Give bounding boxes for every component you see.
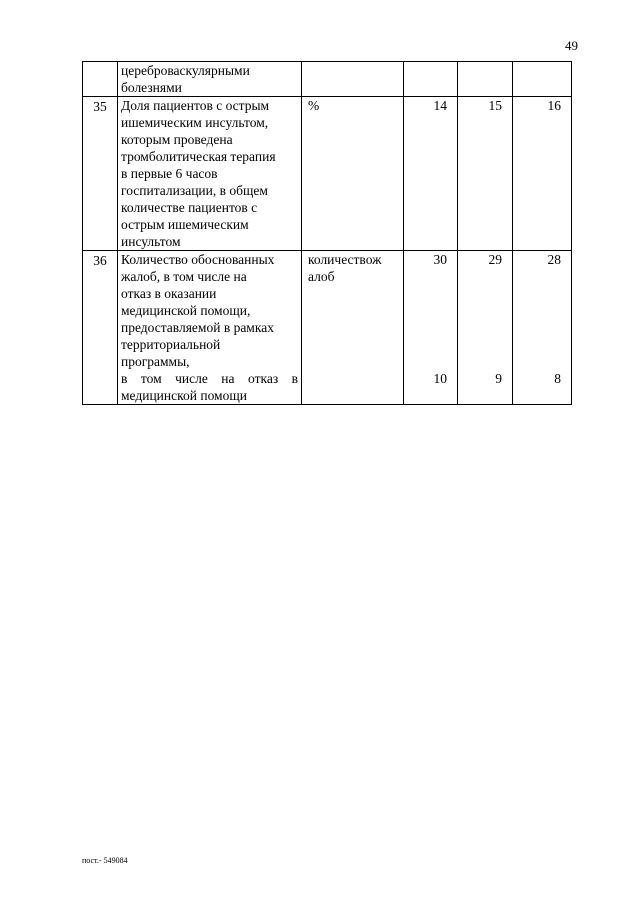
indicator-name-line: Доля пациентов с острым	[121, 98, 270, 113]
indicator-name	[118, 97, 302, 251]
indicator-name-line: жалоб, в том числе на	[121, 269, 247, 284]
indicator-name-line: территориальной	[121, 337, 221, 352]
indicator-name-line: количестве пациентов с	[121, 200, 258, 215]
unit-cell	[302, 62, 404, 97]
value-main: 29	[488, 252, 502, 267]
indicator-name-line: инсультом	[121, 234, 181, 249]
value-year-3	[513, 251, 572, 405]
indicator-name-line: отказ в оказании	[121, 286, 217, 301]
indicators-table	[82, 61, 572, 405]
indicator-name-line: острым ишемическим	[121, 217, 249, 232]
table-row	[83, 62, 572, 97]
indicator-name-line: болезнями	[121, 80, 182, 95]
indicator-name-line: цереброваскулярными	[121, 63, 250, 78]
page-number: 49	[565, 38, 578, 53]
indicator-name	[118, 62, 302, 97]
indicator-name-line: медицинской помощи,	[121, 303, 251, 318]
row-number: 36	[83, 251, 118, 405]
footer-document-id: пост.- 549084	[82, 856, 128, 865]
indicator-name-line: Количество обоснованных	[121, 252, 275, 267]
indicator-name-line: ишемическим инсультом,	[121, 115, 269, 130]
value-sub: 8	[554, 371, 561, 386]
indicator-subname-line: медицинской помощи	[121, 388, 247, 403]
indicator-name-line: программы,	[121, 354, 190, 369]
value-year-1	[404, 251, 458, 405]
indicator-name-line: госпитализации, в общем	[121, 183, 268, 198]
indicator-subname-line: в том числе на отказ в	[121, 371, 298, 386]
value-year-1	[404, 62, 458, 97]
unit-line: количествож	[308, 252, 382, 267]
value-year-3	[513, 62, 572, 97]
unit-line: алоб	[308, 269, 335, 284]
value-year-3: 16	[513, 97, 572, 251]
value-sub: 9	[495, 371, 502, 386]
row-number	[83, 62, 118, 97]
value-year-2	[458, 62, 513, 97]
value-main: 30	[433, 252, 447, 267]
table-row	[83, 251, 572, 405]
indicator-name-line: которым проведена	[121, 132, 233, 147]
indicator-name	[118, 251, 302, 405]
value-year-2	[458, 251, 513, 405]
value-main: 28	[547, 252, 561, 267]
indicator-name-line: предоставляемой в рамках	[121, 320, 274, 335]
unit-cell	[302, 251, 404, 405]
indicator-name-line: тромболитическая терапия	[121, 149, 276, 164]
table-row	[83, 97, 572, 251]
unit-cell: %	[302, 97, 404, 251]
row-number: 35	[83, 97, 118, 251]
value-year-2: 15	[458, 97, 513, 251]
value-year-1: 14	[404, 97, 458, 251]
indicator-name-line: в первые 6 часов	[121, 166, 218, 181]
value-sub: 10	[433, 371, 447, 386]
